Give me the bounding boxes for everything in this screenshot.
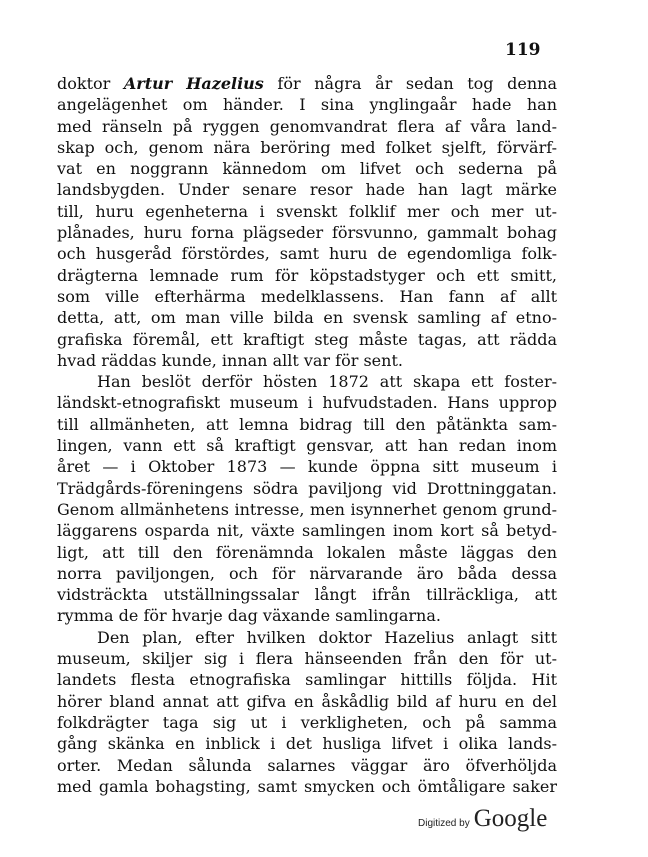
text-line: till allmänheten, att lemna bidrag till den påtänkta sam- — [57, 414, 557, 434]
text-line: skap och, genom nära beröring med folket sjelft, förvärf- — [57, 137, 557, 157]
text-line: rymma de för hvarje dag växande samlingarna. — [57, 606, 441, 626]
text-line: angelägenhet om händer. I sina ynglingaår hade han — [57, 95, 557, 115]
text-line: norra paviljongen, och för närvarande äro båda dessa — [57, 563, 557, 583]
page-number: 119 — [505, 40, 541, 60]
text-line: landsbygden. Under senare resor hade han lagt märke — [57, 180, 557, 200]
text-line: till, huru egenheterna i svenskt folklif mer och mer ut- — [57, 201, 557, 221]
author-name: Artur Hazelius — [123, 74, 264, 93]
text-line: Trädgårds-föreningens södra paviljong vid Drottninggatan. — [57, 478, 557, 498]
text-line: lingen, vann ett så kraftigt gensvar, att han redan inom — [57, 436, 557, 456]
text-line: med gamla bohagsting, samt smycken och ömtåligare saker — [57, 776, 557, 796]
body-text — [57, 73, 557, 797]
text-line: hvad räddas kunde, innan allt var för sent. — [57, 350, 403, 370]
text-line: och husgeråd förstördes, samt huru de egendomliga folk- — [57, 244, 557, 264]
text-line: plånades, huru forna plägseder försvunno, gammalt bohag — [57, 223, 557, 243]
digitized-by-label: Digitized by — [418, 818, 470, 829]
text-line: detta, att, om man ville bilda en svensk samling af etno- — [57, 308, 557, 328]
text-line: som ville efterhärma medelklassens. Han fann af allt — [57, 286, 557, 306]
text-line: Genom allmänhetens intresse, men isynnerhet genom grund- — [57, 499, 557, 519]
google-logo: Google — [473, 805, 548, 832]
text-line: landets flesta etnografiska samlingar hittills följda. Hit — [57, 670, 557, 690]
text-line: orter. Medan sålunda salarnes väggar äro öfverhöljda — [57, 755, 557, 775]
digitization-footer — [418, 805, 547, 833]
text-line: läggarens osparda nit, växte samlingen inom kort så betyd- — [57, 521, 557, 541]
text-line: hörer bland annat att gifva en åskådlig bild af huru en del — [57, 691, 557, 711]
text-line: ländskt-etnografiskt museum i hufvudstaden. Hans upprop — [57, 393, 557, 413]
text-line: ligt, att till den förenämnda lokalen måste läggas den — [57, 542, 557, 562]
text-line: drägterna lemnade rum för köpstadstyger och ett smitt, — [57, 265, 557, 285]
text-line: folkdrägter taga sig ut i verkligheten, och på samma — [57, 712, 557, 732]
text-line: året — i Oktober 1873 — kunde öppna sitt museum i — [57, 457, 557, 477]
text-line: vat en noggrann kännedom om lifvet och sederna på — [57, 159, 557, 179]
text-line: Han beslöt derför hösten 1872 att skapa ett foster- — [97, 372, 557, 392]
text-line: museum, skiljer sig i flera hänseenden från den för ut- — [57, 649, 557, 669]
text-line: doktor Artur Hazelius för några år sedan tog denna — [57, 74, 557, 93]
text-line: med ränseln på ryggen genomvandrat flera af våra land- — [57, 116, 557, 136]
text-line: Den plan, efter hvilken doktor Hazelius anlagt sitt — [97, 627, 557, 647]
text-line: grafiska föremål, ett kraftigt steg måste tagas, att rädda — [57, 329, 557, 349]
text-line: gång skänka en inblick i det husliga lifvet i olika lands- — [57, 734, 557, 754]
text-line: vidsträckta utställningssalar långt ifrån tillräckliga, att — [57, 585, 557, 605]
